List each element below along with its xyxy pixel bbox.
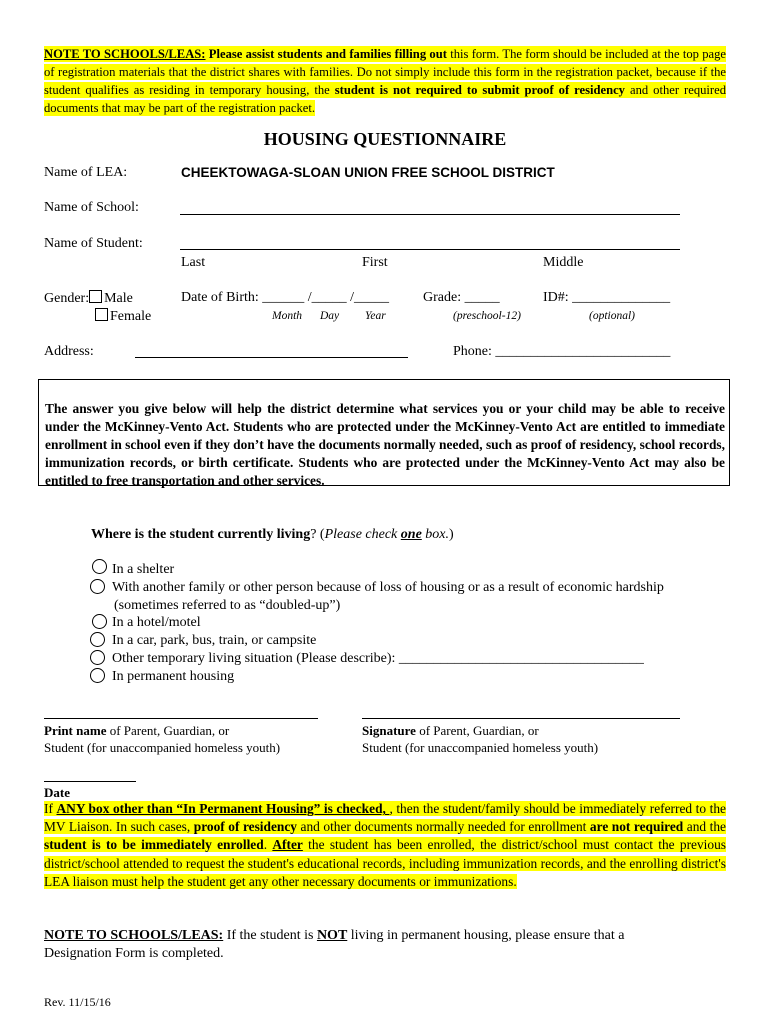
grade-hint: (preschool-12) bbox=[453, 310, 521, 322]
note-tail: and other required documents that may be part of the registration packet. bbox=[44, 83, 726, 115]
phone-field[interactable]: Phone: _________________________ bbox=[453, 344, 671, 359]
note-bold: Please assist students and families filling out bbox=[205, 47, 447, 61]
print-name-bold: Print name bbox=[44, 723, 107, 738]
question-instr1: Please check bbox=[324, 527, 401, 542]
gender-label: Gender: bbox=[44, 291, 90, 306]
designation-note bbox=[44, 927, 625, 963]
nb-p10: After bbox=[272, 837, 303, 853]
id-field[interactable]: ID#: ______________ bbox=[543, 290, 671, 305]
nb-p2: ANY box other than “In Permanent Housing” is checked, bbox=[56, 801, 390, 816]
top-note bbox=[44, 45, 726, 117]
question-bold: Where is the student currently living bbox=[91, 527, 311, 542]
question-instr2: box. bbox=[421, 527, 449, 542]
radio-other[interactable] bbox=[90, 650, 105, 665]
male-checkbox[interactable] bbox=[89, 290, 102, 303]
last-name-caption: Last bbox=[181, 255, 206, 270]
option-other: Other temporary living situation (Please describe): ___________________________________ bbox=[112, 651, 644, 666]
month-caption: Month bbox=[272, 310, 303, 322]
id-hint: (optional) bbox=[589, 310, 635, 322]
nb-p4: proof of residency bbox=[193, 819, 297, 835]
print-name-line[interactable] bbox=[44, 718, 318, 719]
mckinney-vento-info-box bbox=[38, 379, 730, 486]
living-question bbox=[91, 527, 454, 543]
student-input-line[interactable] bbox=[180, 249, 680, 250]
nb-p7: and the bbox=[683, 819, 726, 835]
final-t1: If the student is bbox=[223, 928, 317, 943]
option-car-park: In a car, park, bus, train, or campsite bbox=[112, 633, 317, 648]
grade-field[interactable]: Grade: _____ bbox=[423, 290, 500, 305]
date-label: Date bbox=[44, 785, 70, 800]
revision-date: Rev. 11/15/16 bbox=[44, 995, 111, 1009]
school-input-line[interactable] bbox=[180, 214, 680, 215]
option-hotel: In a hotel/motel bbox=[112, 615, 201, 630]
female-checkbox[interactable] bbox=[95, 308, 108, 321]
lea-value: CHEEKTOWAGA-SLOAN UNION FREE SCHOOL DISTRICT bbox=[181, 165, 555, 180]
question-mark: ? ( bbox=[310, 527, 325, 542]
print-name-caption bbox=[44, 722, 280, 756]
female-field bbox=[95, 308, 151, 325]
radio-car-park[interactable] bbox=[90, 632, 105, 647]
female-label: Female bbox=[110, 309, 152, 324]
gender-field bbox=[44, 290, 133, 307]
question-one: one bbox=[400, 527, 422, 542]
dob-field[interactable]: Date of Birth: ______ /_____ /_____ bbox=[181, 290, 390, 305]
final-t2: living in permanent housing, please ensure that a bbox=[347, 928, 625, 943]
final-not: NOT bbox=[316, 928, 348, 943]
address-input-line[interactable] bbox=[135, 357, 408, 358]
radio-hotel[interactable] bbox=[92, 614, 107, 629]
radio-permanent[interactable] bbox=[90, 668, 105, 683]
first-name-caption: First bbox=[362, 255, 388, 270]
nb-p5: and other documents normally needed for enrollment bbox=[297, 819, 590, 835]
nb-p9: . bbox=[263, 837, 273, 853]
year-caption: Year bbox=[365, 310, 386, 322]
middle-name-caption: Middle bbox=[543, 255, 584, 270]
nb-p1: If bbox=[44, 801, 57, 816]
option-doubled-up: With another family or other person because of loss of housing or as a result of economic hardship bbox=[112, 580, 664, 595]
student-label: Name of Student: bbox=[44, 236, 143, 251]
address-label: Address: bbox=[44, 344, 94, 359]
day-caption: Day bbox=[320, 310, 340, 322]
signature-bold: Signature bbox=[362, 723, 416, 738]
note-lead: NOTE TO SCHOOLS/LEAS: bbox=[44, 47, 206, 61]
page-title: HOUSING QUESTIONNAIRE bbox=[263, 129, 507, 149]
nb-p11: the student has been enrolled, the district/school must contact the previous district/school attended to request the student's educational records, including immunization records, and the enrolling district's LEA liaison must help the student get any other necessary documents or immunizations. bbox=[44, 837, 726, 889]
note-body: this form. The form should be included at the top page of registration materials that the district shares with families. Do not simply include this form in the registration packet, because if the student qualifies as residing in temporary housing, the bbox=[44, 47, 726, 97]
radio-shelter[interactable] bbox=[92, 559, 107, 574]
info-box-text: The answer you give below will help the district determine what services you or your child may be able to receive under the McKinney-Vento Act. Students who are protected under the McKinney-Vento Act are entitled to immediate enrollment in school even if they don’t have the documents normally needed, such as proof of residency, school records, immunization records, or birth certificate. Students who are protected under the McKinney-Vento Act may also be entitled to free transportation and other services. bbox=[45, 401, 725, 488]
nb-p3: , then the student/family should be immediately referred to the MV Liaison. In such cases, bbox=[44, 801, 726, 835]
print-name-line2: Student (for unaccompanied homeless youth) bbox=[44, 740, 281, 755]
question-close: ) bbox=[449, 527, 454, 542]
radio-doubled-up[interactable] bbox=[90, 579, 105, 594]
school-label: Name of School: bbox=[44, 200, 139, 215]
final-line2: Designation Form is completed. bbox=[44, 946, 224, 961]
nb-p6: are not required bbox=[589, 819, 684, 835]
print-name-rest: of Parent, Guardian, or bbox=[106, 723, 230, 738]
note-bold-end: student is not required to submit proof of residency bbox=[334, 83, 625, 97]
signature-caption bbox=[362, 722, 598, 756]
option-permanent: In permanent housing bbox=[112, 669, 235, 684]
final-lead: NOTE TO SCHOOLS/LEAS: bbox=[44, 928, 224, 943]
signature-line2: Student (for unaccompanied homeless youth) bbox=[362, 740, 599, 755]
signature-rest: of Parent, Guardian, or bbox=[415, 723, 539, 738]
date-line[interactable] bbox=[44, 781, 136, 782]
option-shelter: In a shelter bbox=[112, 562, 175, 577]
male-label: Male bbox=[104, 291, 133, 306]
nb-p8: student is to be immediately enrolled bbox=[44, 837, 264, 853]
option-doubled-up-note: (sometimes referred to as “doubled-up”) bbox=[114, 598, 341, 613]
liaison-note bbox=[44, 800, 726, 891]
signature-line[interactable] bbox=[362, 718, 680, 719]
lea-label: Name of LEA: bbox=[44, 165, 128, 180]
